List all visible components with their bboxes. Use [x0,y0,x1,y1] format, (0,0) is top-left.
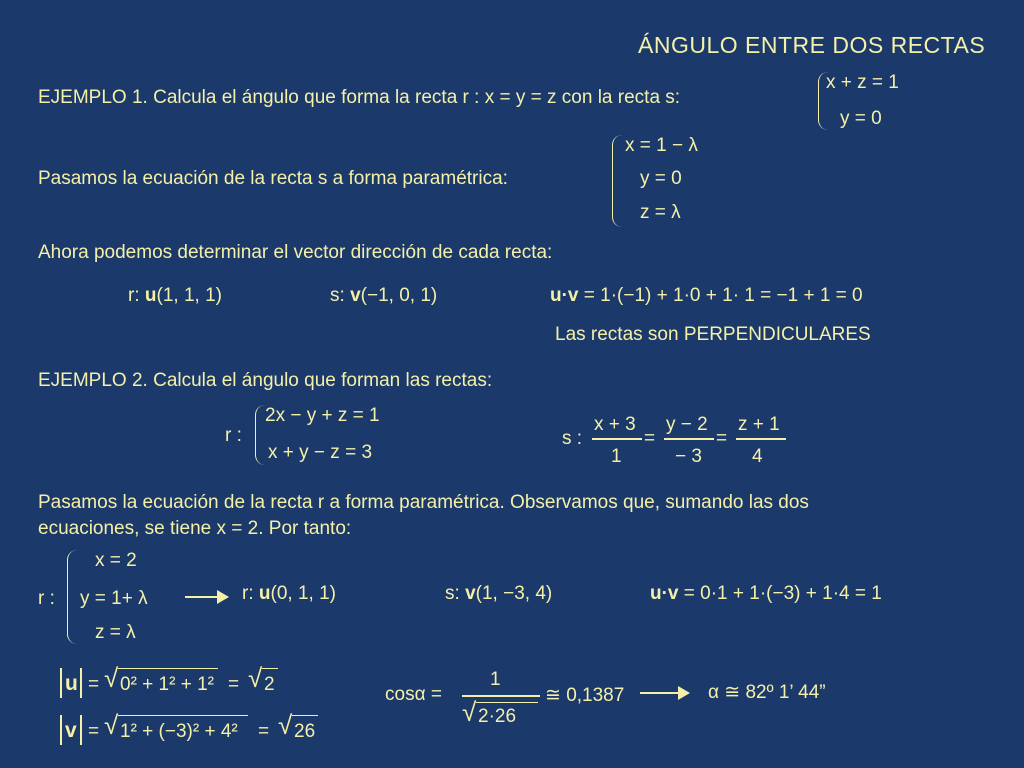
s-param-y: y = 0 [640,168,682,189]
s-label: s : [562,428,583,449]
s-frac1-num: x + 3 [594,414,636,435]
arrow-right-icon [185,596,227,598]
cos-numerator: 1 [490,669,501,690]
r-param-y: y = 1+ λ [80,588,148,609]
s-eq-sign-2: = [716,428,728,449]
r-label: r : [225,425,242,446]
norm-v-bar-right [80,715,82,745]
angle-result: α ≅ 82º 1’ 44” [708,682,826,703]
s-frac2-bar [664,438,714,440]
sqrt-icon: √ [104,663,119,693]
s1-direction-vector: s: v(−1, 0, 1) [330,285,438,306]
r1-direction-vector: r: u(1, 1, 1) [128,285,222,306]
sqrt-icon: √ [462,697,477,727]
norm-u-result-eq: = [228,674,240,695]
s-equation-2: y = 0 [840,108,882,129]
cos-den-radical-bar [476,702,538,703]
example2-statement: EJEMPLO 2. Calcula el ángulo que forman las rectas: [38,370,493,391]
s-frac1-den: 1 [611,446,622,467]
sqrt-icon: √ [104,710,119,740]
page-title: ÁNGULO ENTRE DOS RECTAS [638,32,986,58]
norm-v-result-eq: = [258,721,270,742]
norm-v-result: 26 [294,721,316,742]
cos-denominator: 2·26 [478,706,517,727]
s-frac2-den: − 3 [675,446,702,467]
s-frac2-num: y − 2 [666,414,708,435]
cos-label: cosα = [385,684,442,705]
param-intro-1: Pasamos la ecuación de la recta s a forma paramétrica: [38,168,508,189]
sqrt-icon: √ [248,663,263,693]
direction-intro: Ahora podemos determinar el vector dirección de cada recta: [38,242,553,263]
norm-u-bar-right [80,668,82,698]
norm-v-radical-bar [118,715,248,716]
brace-s-param [612,135,623,227]
norm-v-name: v [65,719,77,742]
s-equation-1: x + z = 1 [826,72,899,93]
norm-v-result-radical-bar [292,715,318,716]
norm-u-eq: = [88,674,100,695]
norm-u-radicand: 0² + 1² + 1² [120,674,214,695]
s2-direction-vector: s: v(1, −3, 4) [445,583,553,604]
norm-v-eq: = [88,721,100,742]
param-intro-2-line1: Pasamos la ecuación de la recta r a forma paramétrica. Observamos que, sumando las dos [38,492,809,513]
r-param-label: r : [38,588,55,609]
norm-v-radicand: 1² + (−3)² + 4² [120,721,238,742]
dot-product-2: u·v = 0·1 + 1·(−3) + 1·4 = 1 [650,583,882,604]
cos-approx: ≅ 0,1387 [545,685,625,706]
r-param-x: x = 2 [95,550,137,571]
dot-product-1: u·v = 1·(−1) + 1·0 + 1· 1 = −1 + 1 = 0 [550,285,863,306]
r-equation-1: 2x − y + z = 1 [265,405,380,426]
r2-direction-vector: r: u(0, 1, 1) [242,583,336,604]
norm-u-result: 2 [264,674,275,695]
sqrt-icon: √ [278,710,293,740]
arrow-right-icon [640,692,688,694]
example1-statement: EJEMPLO 1. Calcula el ángulo que forma la recta r : x = y = z con la recta s: [38,87,681,108]
brace-r-param [67,550,78,644]
s-param-z: z = λ [640,202,681,223]
norm-u-radical-bar [118,668,218,669]
s-eq-sign-1: = [644,428,656,449]
norm-u-name: u [65,672,78,695]
r-param-z: z = λ [95,622,136,643]
s-frac3-num: z + 1 [738,414,780,435]
s-param-x: x = 1 − λ [625,135,698,156]
norm-u-result-radical-bar [262,668,278,669]
s-frac1-bar [592,438,642,440]
norm-u-bar-left [60,668,62,698]
s-frac3-den: 4 [752,446,763,467]
r-equation-2: x + y − z = 3 [268,442,373,463]
perpendicular-conclusion: Las rectas son PERPENDICULARES [555,324,871,345]
s-frac3-bar [736,438,786,440]
param-intro-2-line2: ecuaciones, se tiene x = 2. Por tanto: [38,518,352,539]
norm-v-bar-left [60,715,62,745]
